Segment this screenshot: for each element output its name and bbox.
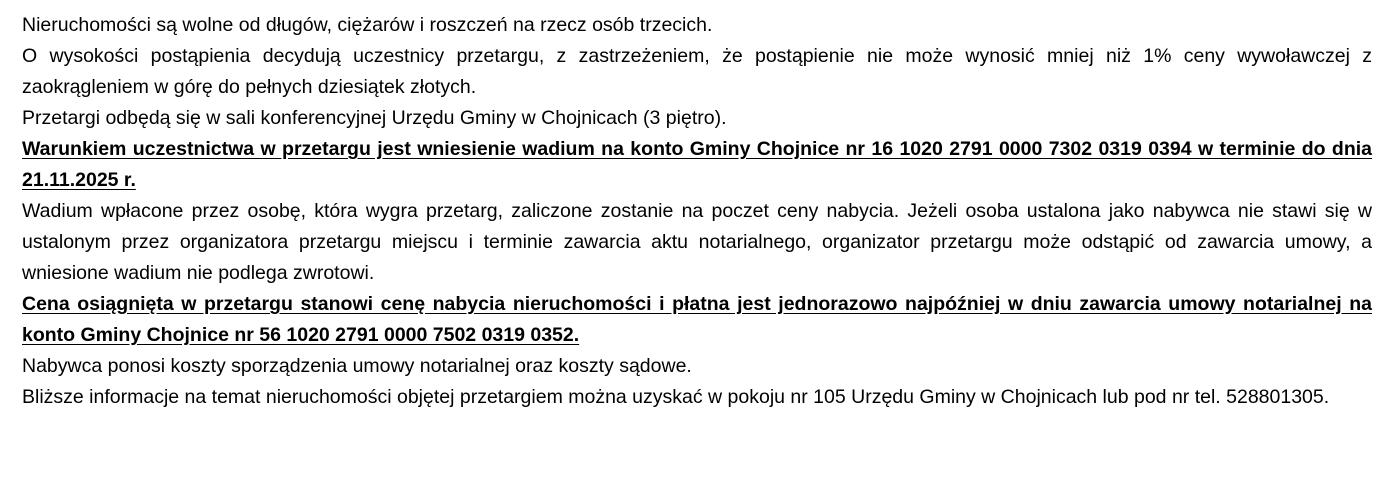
paragraph-contact-info: Bliższe informacje na temat nieruchomości objętej przetargiem można uzyskać w pokoju nr 105 Urzędu Gminy w Chojnicach lub pod nr tel. 528801305. — [22, 386, 1330, 408]
paragraph-purchase-price: Cena osiągnięta w przetargu stanowi cenę nabycia nieruchomości i płatna jest jednorazowo najpóźniej w dniu zawarcia umowy notarialnej na konto Gminy Chojnice nr 56 1020 2791 0000 7502 0319 0352. — [22, 293, 1372, 346]
paragraph-free-of-debts: Nieruchomości są wolne od długów, ciężarów i roszczeń na rzecz osób trzecich. — [22, 14, 713, 36]
paragraph-auction-location: Przetargi odbędą się w sali konferencyjnej Urzędu Gminy w Chojnicach (3 piętro). — [22, 107, 727, 129]
paragraph-notary-costs: Nabywca ponosi koszty sporządzenia umowy notarialnej oraz koszty sądowe. — [22, 355, 692, 377]
paragraph-deposit-condition: Warunkiem uczestnictwa w przetargu jest wniesienie wadium na konto Gminy Chojnice nr 16 1020 2791 0000 7302 0319 0394 w terminie do dnia 21.11.2025 r. — [22, 138, 1372, 191]
paragraph-bid-increment: O wysokości postąpienia decydują uczestnicy przetargu, z zastrzeżeniem, że postąpienie nie może wynosić mniej niż 1% ceny wywoławczej z zaokrągleniem w górę do pełnych dziesiątek złotych. — [22, 45, 1372, 98]
paragraph-deposit-rules: Wadium wpłacone przez osobę, która wygra przetarg, zaliczone zostanie na poczet ceny nabycia. Jeżeli osoba ustalona jako nabywca nie stawi się w ustalonym przez organizatora przetargu miejscu i terminie zawarcia aktu notarialnego, organizator przetargu może odstąpić od zawarcia umowy, a wniesione wadium nie podlega zwrotowi. — [22, 200, 1372, 284]
